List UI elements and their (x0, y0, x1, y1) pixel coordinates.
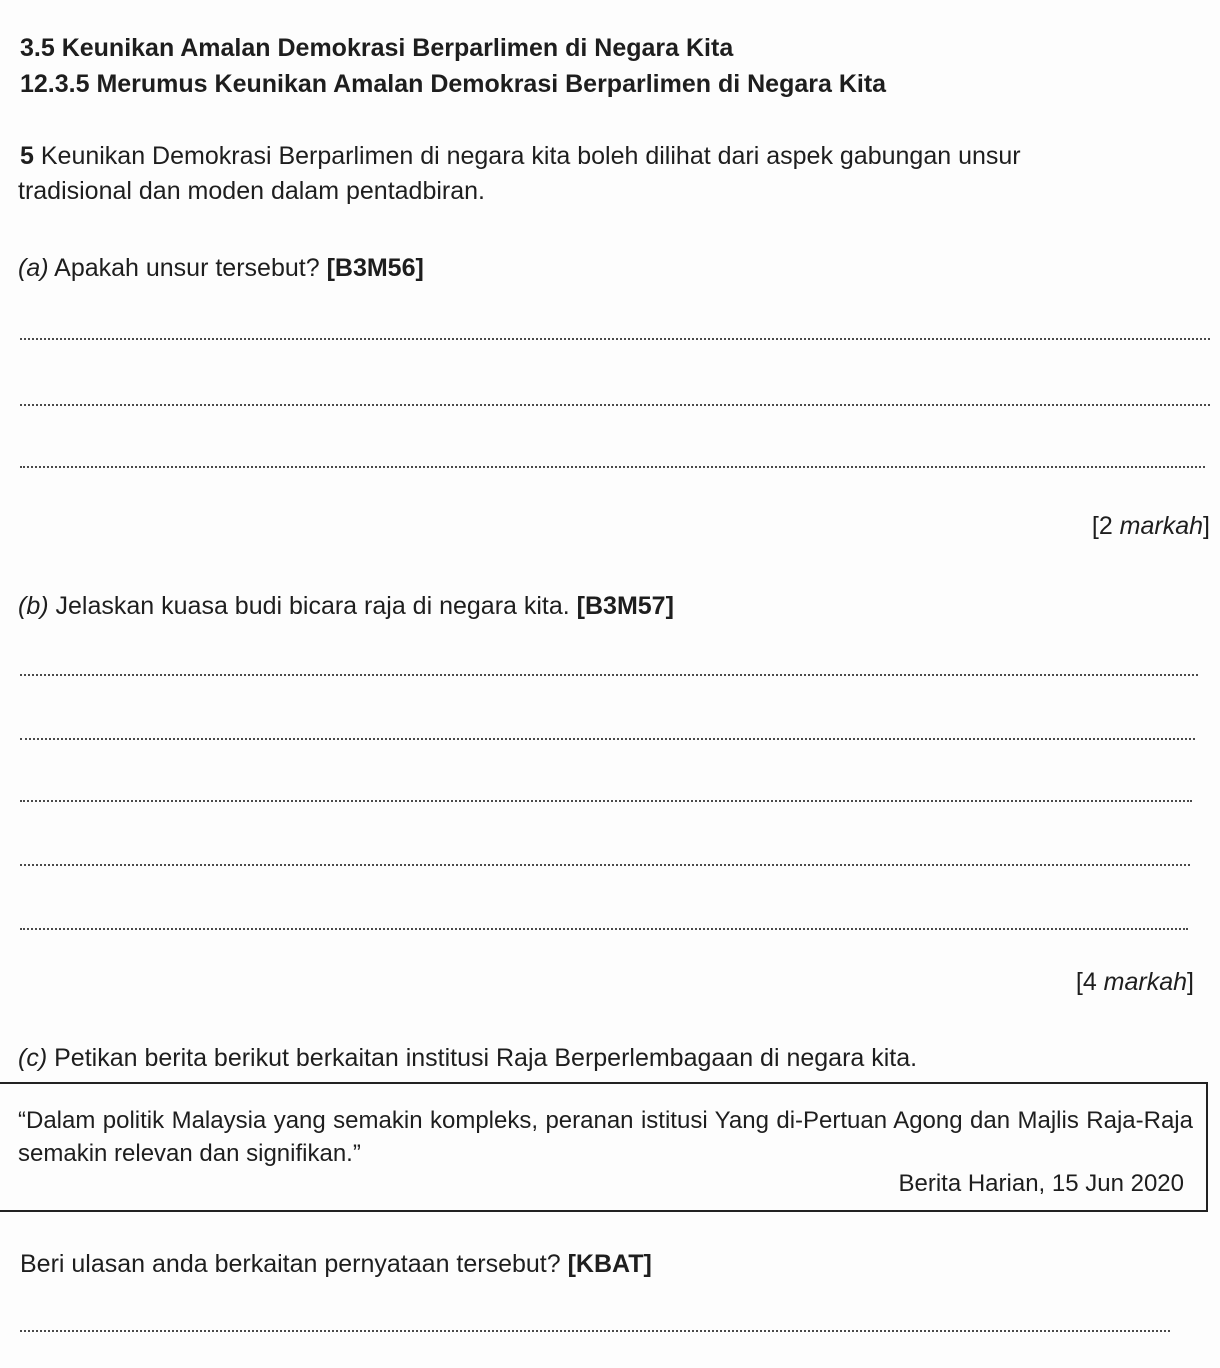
part-b-answer-line-2[interactable] (20, 738, 1195, 740)
part-b-question (18, 588, 674, 624)
question-number: 5 (20, 142, 34, 170)
part-c-prompt-text: Beri ulasan anda berkaitan pernyataan tersebut? (20, 1250, 561, 1278)
question-intro-text: Keunikan Demokrasi Berparlimen di negara kita boleh dilihat dari aspek gabungan unsur (40, 142, 1021, 170)
news-quote-box (0, 1082, 1208, 1212)
part-b-code: [B3M57] (576, 592, 674, 620)
part-a-answer-line-2[interactable] (20, 404, 1210, 406)
part-a-answer-line-3[interactable] (20, 466, 1205, 468)
part-c-answer-line-1[interactable] (20, 1330, 1170, 1332)
part-a-code: [B3M56] (326, 254, 424, 282)
question-intro-line-2: tradisional dan moden dalam pentadbiran. (18, 177, 485, 205)
part-c-question (18, 1040, 917, 1076)
part-b-answer-line-4[interactable] (20, 864, 1190, 866)
part-b-marks: [4 markah] (1075, 968, 1194, 996)
news-quote: “Dalam politik Malaysia yang semakin kompleks, peranan istitusi Yang di-Pertuan Agong dan Majlis Raja-Raja semakin relevan dan signifikan.” (18, 1107, 1193, 1167)
part-b-answer-line-5[interactable] (20, 928, 1188, 930)
part-c-text: Petikan berita berikut berkaitan institusi Raja Berperlembagaan di negara kita. (54, 1044, 918, 1072)
question-intro-line-1 (20, 138, 1021, 174)
part-a-question (18, 250, 424, 286)
section-title: 3.5 Keunikan Amalan Demokrasi Berparlimen di Negara Kita (20, 34, 734, 62)
part-c-label: (c) (18, 1044, 48, 1072)
part-a-text: Apakah unsur tersebut? (54, 254, 320, 282)
part-c-prompt (20, 1246, 652, 1282)
part-b-answer-line-3[interactable] (20, 800, 1192, 802)
part-b-answer-line-1[interactable] (20, 674, 1198, 676)
part-a-marks: [2 markah] (1091, 512, 1210, 540)
part-c-code: [KBAT] (567, 1250, 652, 1278)
part-b-label: (b) (18, 592, 49, 620)
part-a-answer-line-1[interactable] (20, 338, 1210, 340)
part-a-label: (a) (18, 254, 49, 282)
part-b-text: Jelaskan kuasa budi bicara raja di negara kita. (55, 592, 570, 620)
standard-title: 12.3.5 Merumus Keunikan Amalan Demokrasi Berparlimen di Negara Kita (20, 70, 887, 98)
news-source: Berita Harian, 15 Jun 2020 (898, 1170, 1184, 1197)
